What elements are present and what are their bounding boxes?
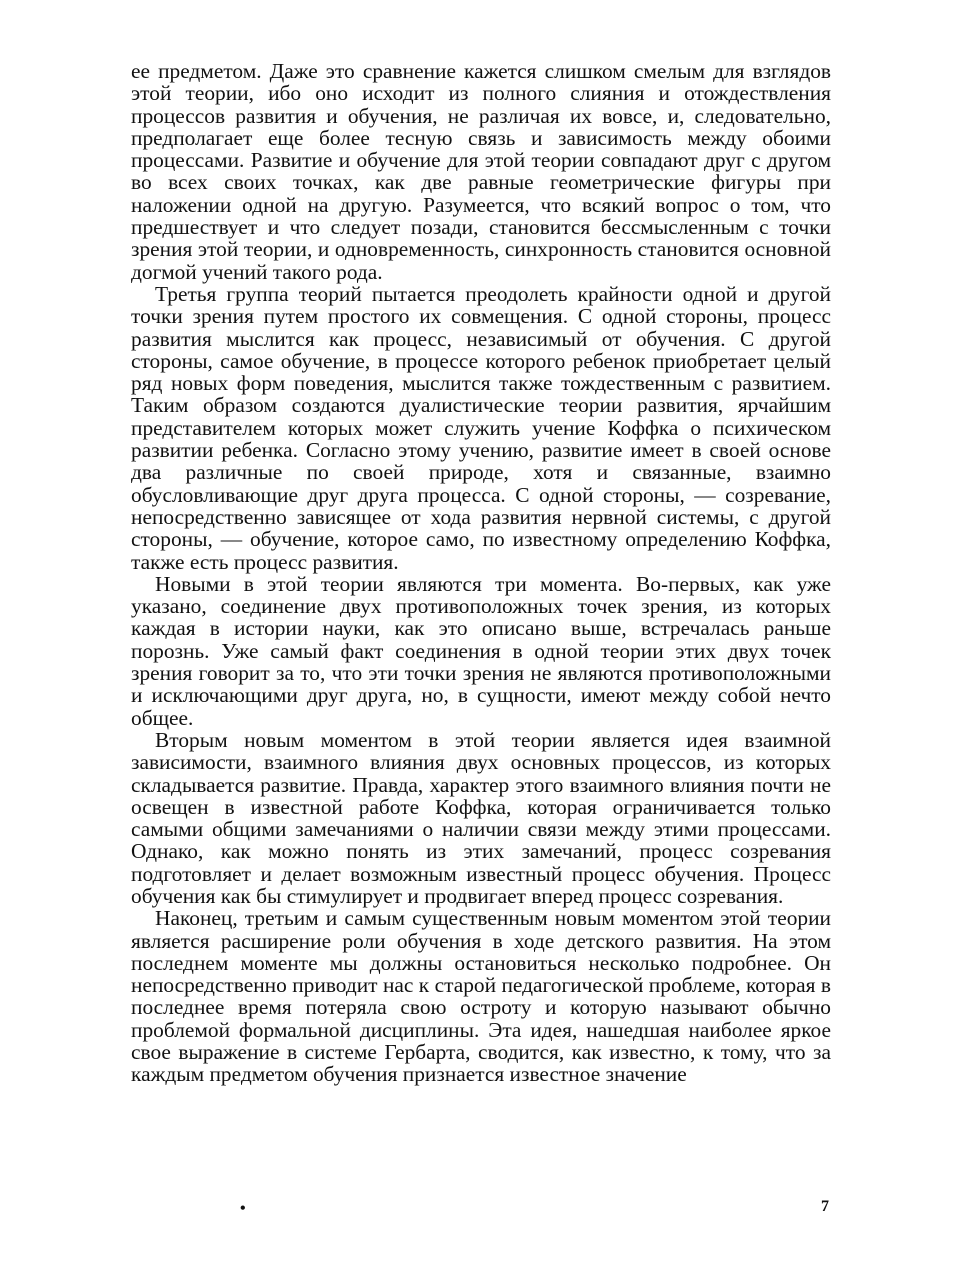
stray-mark: •: [240, 1200, 246, 1217]
paragraph-3: Новыми в этой теории являются три момента. Во-первых, как уже указано, соединение двух противоположных точек зрения, из которых каждая в истории науки, как это описано выше, встречалась раньше порознь. Уже самый факт соединения в одной теории этих двух точек зрения говорит за то, что эти точки зрения не являются противоположными и исключающими друг друга, но, в сущности, имеют между собой нечто общее.: [131, 571, 831, 730]
page-number: 7: [821, 1198, 829, 1215]
paragraph-5: Наконец, третьим и самым существенным новым моментом этой теории является расширение роли обучения в ходе детского развития. На этом последнем моменте мы должны остановиться несколько подробнее. Он непосредственно приводит нас к старой педагогической проблеме, которая в последнее время потеряла свою остроту и которую называют обычно проблемой формальной дисциплины. Эта идея, нашедшая наиболее яркое свое выражение в системе Гербарта, сводится, как известно, к тому, что за каждым предметом обучения признается известное значение: [131, 906, 831, 1087]
page-text: [131, 60, 831, 1086]
paragraph-2: Третья группа теорий пытается преодолеть крайности одной и другой точки зрения путем простого их совмещения. С одной стороны, процесс развития мыслится как процесс, независимый от обучения. С другой стороны, самое обучение, в процессе которого ребенок приобретает целый ряд новых форм поведения, мыслится также тождественным с развитием. Таким образом создаются дуалистические теории развития, ярчайшим представителем которых может служить учение Коффка о психическом развитии ребенка. Согласно этому учению, развитие имеет в своей основе два различные по своей природе, хотя и связанные, взаимно обусловливающие друг друга процесса. С одной стороны, — созревание, непосредственно зависящее от хода развития нервной системы, с другой стороны, — обучение, которое само, по известному определению Коффка, также есть процесс развития.: [131, 281, 831, 574]
paragraph-1: ее предметом. Даже это сравнение кажется слишком смелым для взглядов этой теории, ибо оно исходит из полного слияния и отождествления процессов развития и обучения, не различая их вовсе, и, следовательно, предполагает еще более тесную связь и зависимость между обоими процессами. Развитие и обучение для этой теории совпадают друг с другом во всех своих точках, как две равные геометрические фигуры при наложении одной на другую. Разумеется, что всякий вопрос о том, что предшествует и что следует позади, становится бессмысленным с точки зрения этой теории, и одновременность, синхронность становится основной догмой учений такого рода.: [131, 59, 831, 284]
paragraph-4: Вторым новым моментом в этой теории является идея взаимной зависимости, взаимного влияния двух основных процессов, из которых складывается развитие. Правда, характер этого взаимного влияния почти не освещен в известной работе Коффка, которая ограничивается только самыми общими замечаниями о наличии связи между этими процессами. Однако, как можно понять из этих замечаний, процесс созревания подготовляет и делает возможным известный процесс обучения. Процесс обучения как бы стимулирует и продвигает вперед процесс созревания.: [131, 727, 831, 908]
